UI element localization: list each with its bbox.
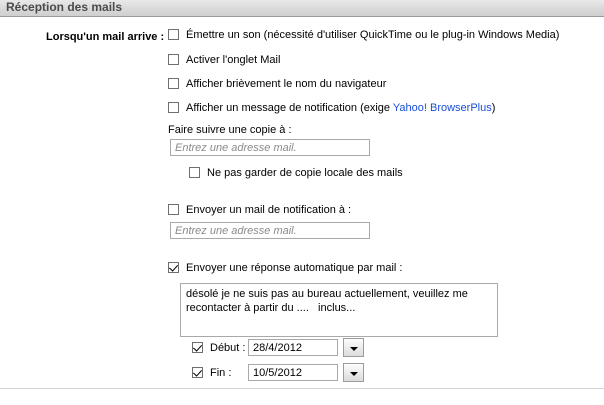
- checkbox-row-notification-message[interactable]: [168, 102, 495, 114]
- browserplus-link[interactable]: Yahoo! BrowserPlus: [392, 102, 492, 114]
- settings-body: [0, 17, 604, 387]
- no-local-copy-label: Ne pas garder de copie locale des mails: [207, 167, 403, 179]
- checkbox-row-auto-reply[interactable]: [168, 262, 402, 274]
- section-header: [0, 0, 604, 17]
- start-date-input[interactable]: [248, 339, 338, 356]
- checkbox-row-start-date[interactable]: [192, 342, 245, 354]
- no-local-copy-checkbox[interactable]: [189, 167, 200, 178]
- play-sound-checkbox[interactable]: [168, 29, 179, 40]
- form-row-label: Lorsqu'un mail arrive :: [46, 31, 165, 43]
- forward-copy-input[interactable]: [170, 139, 370, 156]
- end-date-checkbox[interactable]: [192, 367, 203, 378]
- show-browser-name-label: Afficher brièvement le nom du navigateur: [186, 78, 387, 90]
- send-notification-mail-checkbox[interactable]: [168, 204, 179, 215]
- send-notification-mail-input[interactable]: [170, 222, 370, 239]
- page-title: Réception des mails: [6, 0, 123, 14]
- start-date-label: Début :: [210, 342, 246, 354]
- end-date-label: Fin :: [210, 367, 232, 379]
- checkbox-row-activate-mail-tab[interactable]: [168, 54, 280, 66]
- play-sound-label: Émettre un son (nécessité d'utiliser QuickTime ou le plug-in Windows Media): [186, 29, 560, 41]
- auto-reply-label: Envoyer une réponse automatique par mail :: [186, 262, 403, 274]
- show-browser-name-checkbox[interactable]: [168, 78, 179, 89]
- activate-mail-tab-checkbox[interactable]: [168, 54, 179, 65]
- notification-message-label-before: Afficher un message de notification (exige: [186, 102, 393, 114]
- checkbox-row-show-browser-name[interactable]: [168, 78, 386, 90]
- auto-reply-message-textarea[interactable]: [180, 283, 498, 337]
- auto-reply-checkbox[interactable]: [168, 262, 179, 273]
- notification-message-checkbox[interactable]: [168, 102, 179, 113]
- footer-area: [0, 389, 604, 405]
- end-date-input[interactable]: [248, 364, 338, 381]
- checkbox-row-play-sound[interactable]: [168, 29, 559, 41]
- forward-copy-label: Faire suivre une copie à :: [168, 124, 292, 136]
- start-date-chevron-down-icon[interactable]: [343, 338, 364, 357]
- notification-message-label-after: ): [491, 102, 496, 114]
- checkbox-row-no-local-copy[interactable]: [189, 167, 403, 179]
- start-date-checkbox[interactable]: [192, 342, 203, 353]
- end-date-chevron-down-icon[interactable]: [343, 363, 364, 382]
- checkbox-row-send-notification-mail[interactable]: [168, 204, 351, 216]
- activate-mail-tab-label: Activer l'onglet Mail: [186, 54, 281, 66]
- checkbox-row-end-date[interactable]: [192, 367, 231, 379]
- send-notification-mail-label: Envoyer un mail de notification à :: [186, 204, 352, 216]
